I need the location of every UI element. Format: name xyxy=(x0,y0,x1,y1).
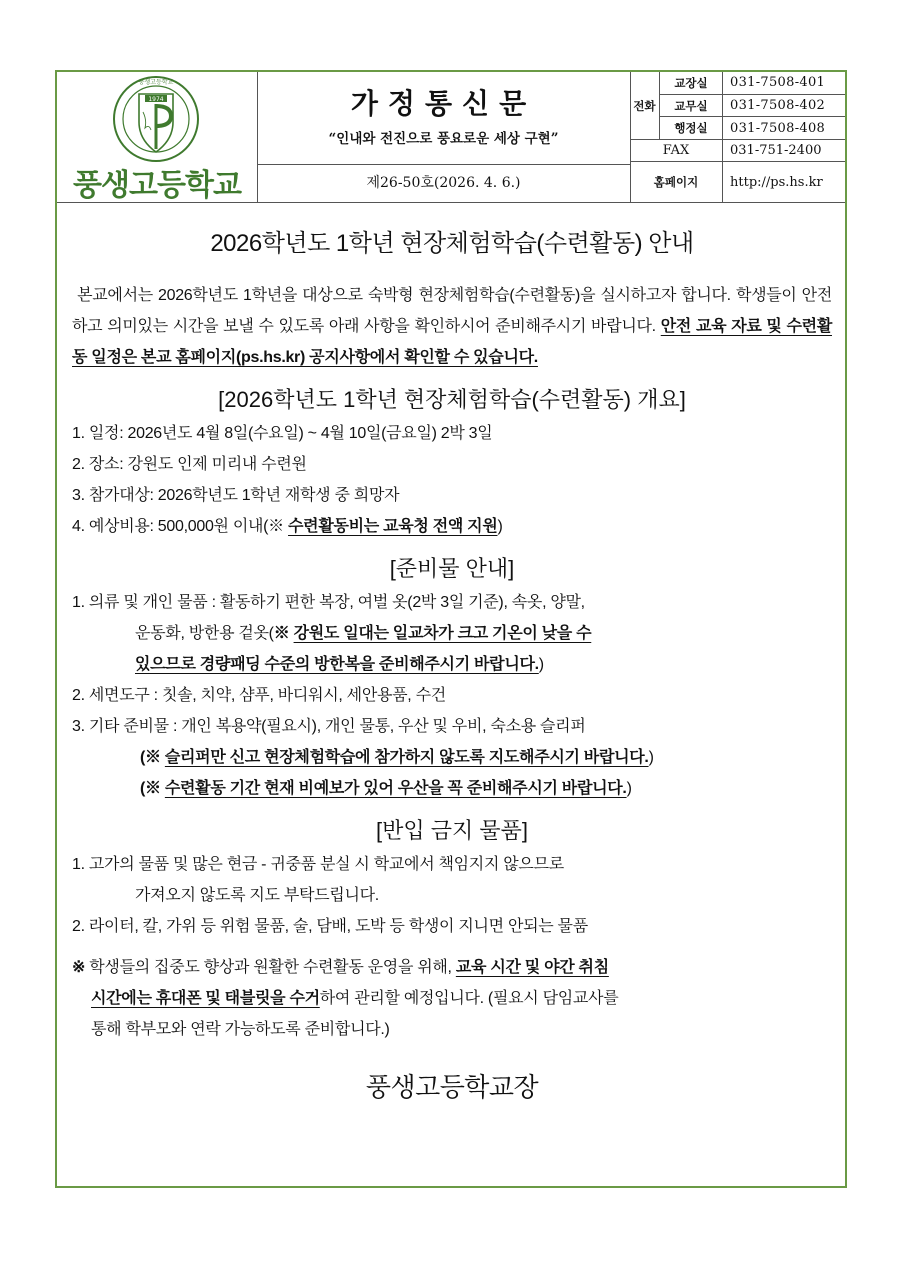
office-label-admin: 행정실 xyxy=(660,117,723,140)
intro-emphasis: 안전 교육 자료 및 수련활동 일정은 본교 홈페이지(ps.hs.kr) 공지사항에서 확인할 수 있습니다. xyxy=(72,318,832,366)
supplies-item-clothing-cont: 운동화, 방한용 겉옷(※ 강원도 일대는 일교차가 크고 기온이 낮을 수 xyxy=(135,625,592,642)
supplies-note-slippers: (※ 슬리퍼만 신고 현장체험학습에 참가하지 않도록 지도해주시기 바랍니다.) xyxy=(140,749,654,766)
fax-label: FAX xyxy=(630,140,723,162)
school-name-logo: 풍생고등학교 xyxy=(73,168,241,203)
note-mark-icon: ※ xyxy=(72,959,86,976)
prohibited-item-valuables-cont: 가져오지 않도록 지도 부탁드립니다. xyxy=(135,887,379,904)
title-cell xyxy=(257,72,631,202)
phone-academic: 031-7508-402 xyxy=(723,95,845,118)
prohibited-heading: [반입 금지 물품] xyxy=(376,818,528,843)
homepage-link[interactable]: http://ps.hs.kr xyxy=(730,174,823,190)
supplies-heading: [준비물 안내] xyxy=(389,556,515,581)
overview-heading: [2026학년도 1학년 현장체험학습(수련활동) 개요] xyxy=(218,387,686,412)
phone-principal: 031-7508-401 xyxy=(723,72,845,95)
supplies-item-toiletries: 2. 세면도구 : 칫솔, 치약, 샴푸, 바디워시, 세안용품, 수건 xyxy=(72,687,446,704)
document-title: 2026학년도 1학년 현장체험학습(수련활동) 안내 xyxy=(210,230,694,257)
document-body xyxy=(72,202,832,1104)
phone-collection-note: ※ 학생들의 집중도 향상과 원활한 수련활동 운영을 위해, 교육 시간 및 야간 취침 시간에는 휴대폰 및 태블릿을 수거하여 관리할 예정입니다. (필요시 담임교사를 통해 학부모와 연락 가능하도록 준비합니다.) xyxy=(72,959,619,1038)
principal-signature: 풍생고등학교장 xyxy=(365,1073,539,1103)
intro-paragraph: 본교에서는 2026학년도 1학년을 대상으로 숙박형 현장체험학습(수련활동)을 실시하고자 합니다. 학생들이 안전하고 의미있는 시간을 보낼 수 있도록 아래 사항을 확인하시어 준비해주시기 바랍니다. 안전 교육 자료 및 수련활동 일정은 본교 홈페이지(ps.hs.kr) 공지사항에서 확인할 수 있습니다. xyxy=(72,287,832,366)
overview-item-cost: 4. 예상비용: 500,000원 이내(※ 수련활동비는 교육청 전액 지원) xyxy=(72,518,503,535)
tel-label: 전화 xyxy=(630,72,660,140)
supplies-note-umbrella: (※ 수련활동 기간 현재 비예보가 있어 우산을 꼭 준비해주시기 바랍니다.) xyxy=(140,780,632,797)
fax-number: 031-751-2400 xyxy=(723,140,845,162)
issue-number: 제26-50호(2026. 4. 6.) xyxy=(366,175,521,191)
prohibited-item-dangerous: 2. 라이터, 칼, 가위 등 위험 물품, 술, 담배, 도박 등 학생이 지니면 안되는 물품 xyxy=(72,918,588,935)
office-label-academic: 교무실 xyxy=(660,95,723,118)
header-table xyxy=(57,72,845,203)
cost-emphasis: 수련활동비는 교육청 전액 지원 xyxy=(288,518,498,535)
overview-item-schedule: 1. 일정: 2026년도 4월 8일(수요일) ~ 4월 10일(금요일) 2박 3일 xyxy=(72,425,493,442)
school-logo-cell xyxy=(57,72,258,202)
school-emblem-icon xyxy=(101,74,211,164)
overview-item-location: 2. 장소: 강원도 인제 미리내 수련원 xyxy=(72,456,307,473)
supplies-item-clothing: 1. 의류 및 개인 물품 : 활동하기 편한 복장, 여벌 옷(2박 3일 기준), 속옷, 양말, xyxy=(72,594,585,611)
newsletter-title: 가정통신문 xyxy=(350,87,537,120)
svg-text:풍생고등학교: 풍생고등학교 xyxy=(138,79,174,86)
svg-text:1974: 1974 xyxy=(148,96,164,103)
office-label-principal: 교장실 xyxy=(660,72,723,95)
prohibited-item-valuables: 1. 고가의 물품 및 많은 현금 - 귀중품 분실 시 학교에서 책임지지 않으므로 xyxy=(72,856,564,873)
school-motto: “인내와 전진으로 풍요로운 세상 구현” xyxy=(328,131,559,147)
supplies-item-other: 3. 기타 준비물 : 개인 복용약(필요시), 개인 물통, 우산 및 우비, 숙소용 슬리퍼 xyxy=(72,718,586,735)
contact-table xyxy=(630,72,845,202)
overview-item-participants: 3. 참가대상: 2026학년도 1학년 재학생 중 희망자 xyxy=(72,487,400,504)
phone-admin: 031-7508-408 xyxy=(723,117,845,140)
newsletter-page xyxy=(55,70,847,1188)
supplies-item-clothing-cont2: 있으므로 경량패딩 수준의 방한복을 준비해주시기 바랍니다.) xyxy=(135,656,544,673)
homepage-label: 홈페이지 xyxy=(630,162,723,202)
